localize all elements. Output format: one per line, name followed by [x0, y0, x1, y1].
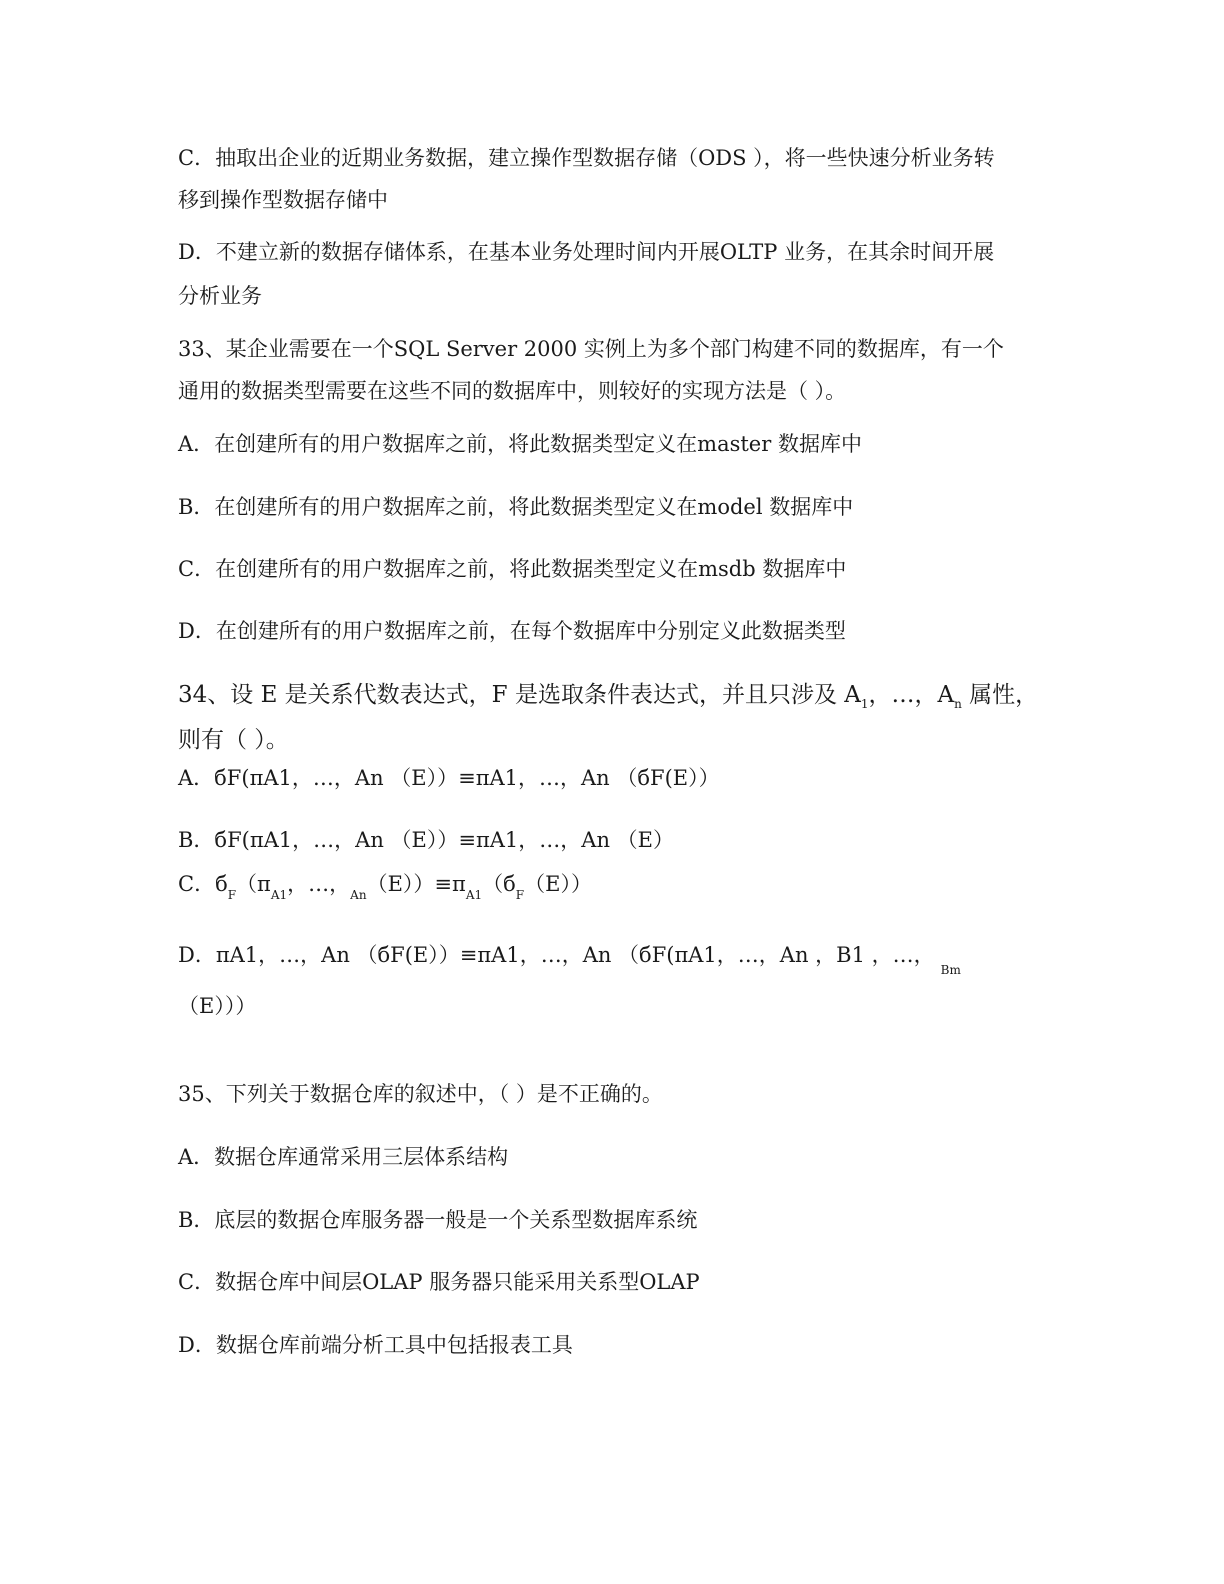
- q34-option-c-subscript: An: [350, 888, 367, 902]
- q34-option-d-text: D．πA1，…，An （бF(E））≡πA1，…，An （бF(πA1，…，An ，B1 ，…，: [178, 943, 935, 967]
- q34-subscript: 1: [860, 697, 869, 711]
- q34-option-b: B．бF(πA1，…，An （E））≡πA1，…，An （E）: [178, 828, 674, 852]
- q35-option-b: B．底层的数据仓库服务器一般是一个关系型数据库系统: [178, 1208, 698, 1232]
- q34-option-c: [178, 870, 592, 901]
- q34-option-c-text: （π: [236, 872, 271, 896]
- q34-stem-line2: 则有（ ）。: [178, 727, 289, 753]
- q32-option-d-line1: D．不建立新的数据存储体系，在基本业务处理时间内开展OLTP 业务，在其余时间开展: [178, 240, 995, 264]
- q35-option-d: D．数据仓库前端分析工具中包括报表工具: [178, 1333, 573, 1357]
- q34-stem-line1: [178, 681, 1038, 709]
- q33-stem-line1: 33、某企业需要在一个SQL Server 2000 实例上为多个部门构建不同的数据库，有一个: [178, 337, 1004, 361]
- q33-option-b: B．在创建所有的用户数据库之前，将此数据类型定义在model 数据库中: [178, 495, 854, 519]
- q34-option-a: A．бF(πA1，…，An （E））≡πA1，…，An （бF(E））: [178, 766, 720, 790]
- q32-option-c-line1: C．抽取出企业的近期业务数据，建立操作型数据存储（ODS ），将一些快速分析业务转: [178, 146, 995, 170]
- q34-option-d-line2: （E）））: [178, 994, 257, 1018]
- q34-option-c-text: （E））≡π: [366, 872, 466, 896]
- q33-option-a: A．在创建所有的用户数据库之前，将此数据类型定义在master 数据库中: [178, 432, 862, 456]
- q33-option-c: C．在创建所有的用户数据库之前，将此数据类型定义在msdb 数据库中: [178, 557, 847, 581]
- q34-stem-text: ，…，A: [868, 682, 955, 708]
- q34-option-c-subscript: F: [515, 888, 525, 902]
- q35-stem: 35、下列关于数据仓库的叙述中，（ ）是不正确的。: [178, 1082, 663, 1106]
- q32-option-d-line2: 分析业务: [178, 284, 262, 308]
- q32-option-c-line2: 移到操作型数据存储中: [178, 188, 388, 212]
- q34-option-d-subscript: Bm: [940, 963, 961, 977]
- q34-option-c-text: （E））: [524, 872, 592, 896]
- q34-stem-text: 属性，: [961, 682, 1039, 708]
- q35-option-a: A．数据仓库通常采用三层体系结构: [178, 1145, 509, 1169]
- q35-option-c: C．数据仓库中间层OLAP 服务器只能采用关系型OLAP: [178, 1270, 700, 1294]
- q33-option-d: D．在创建所有的用户数据库之前，在每个数据库中分别定义此数据类型: [178, 619, 846, 643]
- q34-option-c-subscript: A1: [270, 888, 288, 902]
- q34-option-c-subscript: F: [227, 888, 237, 902]
- q34-option-c-text: （б: [482, 872, 516, 896]
- q33-stem-line2: 通用的数据类型需要在这些不同的数据库中，则较好的实现方法是（ ）。: [178, 379, 847, 403]
- q34-option-c-text: C．б: [178, 872, 228, 896]
- q34-stem-text: 34、设 E 是关系代数表达式，F 是选取条件表达式，并且只涉及 A: [178, 682, 861, 708]
- q34-option-d-line1: [178, 941, 961, 977]
- q34-option-c-subscript: A1: [465, 888, 483, 902]
- q34-subscript: n: [954, 697, 962, 711]
- q34-option-c-text: ，…，: [287, 872, 351, 896]
